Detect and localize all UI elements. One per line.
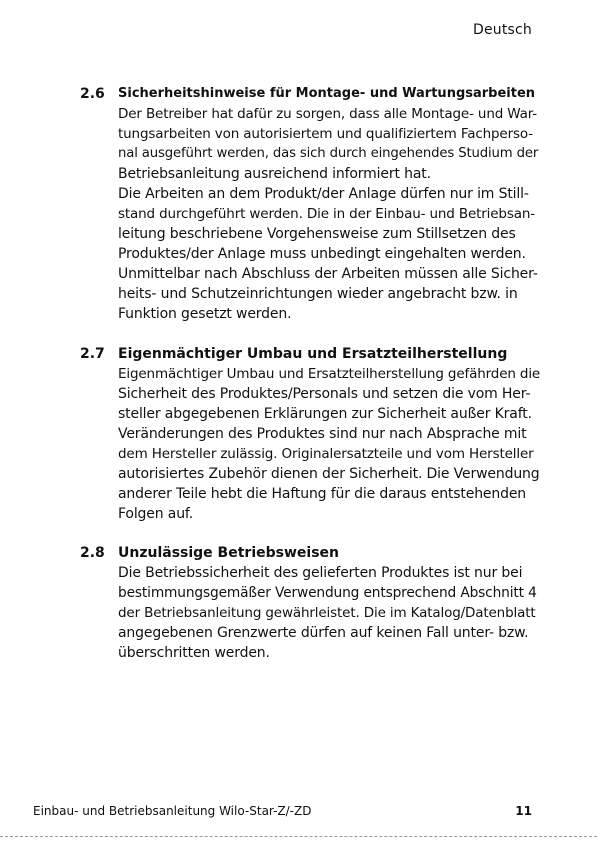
section-2-8 xyxy=(80,543,540,663)
paragraph-line: Die Betriebssicherheit des gelieferten Produktes ist nur bei xyxy=(118,565,523,581)
paragraph-line: bestimmungsgemäßer Verwendung entsprechend Abschnitt 4 xyxy=(118,585,537,601)
paragraph-line: steller abgegebenen Erklärungen zur Sicherheit außer Kraft. xyxy=(118,406,532,422)
section-number: 2.6 xyxy=(80,86,105,102)
paragraph-line: tungsarbeiten von autorisiertem und qualifiziertem Fachperso- xyxy=(118,126,533,142)
paragraph-line: Sicherheit des Produktes/Personals und setzen die vom Her- xyxy=(118,386,531,402)
header-language: Deutsch xyxy=(472,22,532,38)
paragraph-line: autorisiertes Zubehör dienen der Sicherheit. Die Verwendung xyxy=(118,466,540,482)
paragraph-line: Der Betreiber hat dafür zu sorgen, dass alle Montage- und War- xyxy=(118,106,538,122)
paragraph-line: stand durchgeführt werden. Die in der Einbau- und Betriebsan- xyxy=(118,206,535,222)
paragraph-line: Produktes/der Anlage muss unbedingt eingehalten werden. xyxy=(118,246,526,262)
page-number: 11 xyxy=(515,804,532,818)
paragraph-line: dem Hersteller zulässig. Originalersatzteile und vom Hersteller xyxy=(118,446,534,462)
paragraph-line: Folgen auf. xyxy=(118,506,193,522)
section-title: Eigenmächtiger Umbau und Ersatzteilherstellung xyxy=(118,346,508,362)
paragraph-line: Die Arbeiten an dem Produkt/der Anlage dürfen nur im Still- xyxy=(118,186,529,202)
paragraph-line: überschritten werden. xyxy=(118,645,270,661)
paragraph-line: angegebenen Grenzwerte dürfen auf keinen Fall unter- bzw. xyxy=(118,625,529,641)
paragraph-line: der Betriebsanleitung gewährleistet. Die im Katalog/Datenblatt xyxy=(118,605,536,621)
section-number: 2.7 xyxy=(80,346,105,362)
section-2-6 xyxy=(80,84,540,324)
paragraph-line: Funktion gesetzt werden. xyxy=(118,306,292,322)
paragraph-line: Unmittelbar nach Abschluss der Arbeiten müssen alle Sicher- xyxy=(118,266,538,282)
section-number: 2.8 xyxy=(80,545,105,561)
footer-divider xyxy=(0,836,597,837)
section-title: Unzulässige Betriebsweisen xyxy=(118,545,339,561)
paragraph-line: Eigenmächtiger Umbau und Ersatzteilherstellung gefährden die xyxy=(118,366,541,382)
paragraph-line: Veränderungen des Produktes sind nur nach Absprache mit xyxy=(118,426,527,442)
paragraph-line: heits- und Schutzeinrichtungen wieder angebracht bzw. in xyxy=(118,286,518,302)
paragraph-line: nal ausgeführt werden, das sich durch eingehendes Studium der xyxy=(118,146,539,161)
section-title: Sicherheitshinweise für Montage- und Wartungsarbeiten xyxy=(118,86,536,101)
section-2-7 xyxy=(80,344,540,524)
footer-title: Einbau- und Betriebsanleitung Wilo-Star-Z/-ZD xyxy=(33,804,312,818)
paragraph-line: Betriebsanleitung ausreichend informiert hat. xyxy=(118,166,431,182)
paragraph-line: leitung beschriebene Vorgehensweise zum Stillsetzen des xyxy=(118,226,516,242)
paragraph-line: anderer Teile hebt die Haftung für die daraus entstehenden xyxy=(118,486,527,502)
page-footer xyxy=(33,804,532,818)
